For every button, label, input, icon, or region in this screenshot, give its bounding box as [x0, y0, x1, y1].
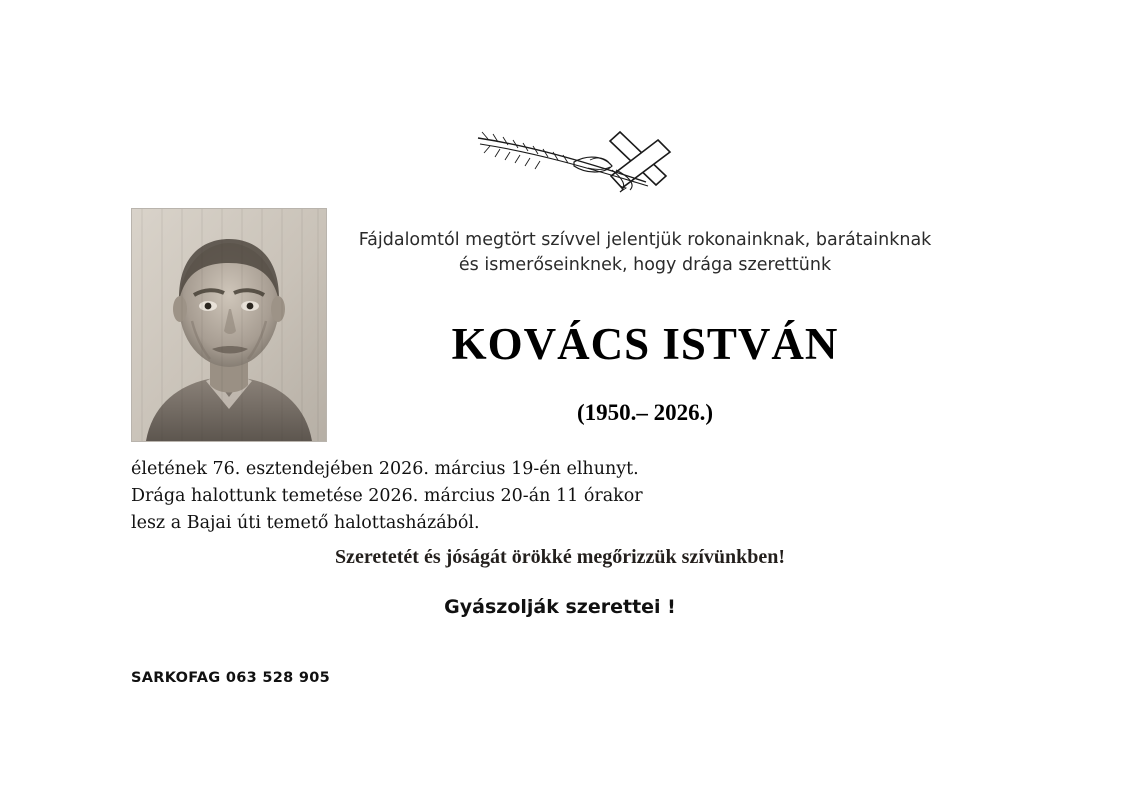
portrait-photo: [131, 208, 327, 442]
intro-text: [330, 228, 960, 279]
cross-with-palm-branch-icon: [470, 126, 700, 196]
deceased-name: KOVÁCS ISTVÁN: [451, 319, 839, 369]
details-line-1: életének 76. esztendejében 2026. március 19-én elhunyt.: [131, 459, 639, 479]
details-line-2: Drága halottunk temetése 2026. március 20-án 11 órakor: [131, 486, 643, 507]
mourners-line: Gyászolják szerettei !: [444, 596, 676, 618]
intro-line-2: és ismerőseinknek, hogy drága szerettünk: [458, 255, 832, 276]
footer-credit: SARKOFAG 063 528 905: [131, 670, 331, 686]
intro-line-1: Fájdalomtól megtört szívvel jelentjük rokonainknak, barátainknak: [358, 230, 932, 250]
funeral-details: [131, 456, 991, 537]
details-line-3: lesz a Bajai úti temető halottasházából.: [131, 513, 480, 534]
life-dates: (1950.– 2026.): [576, 400, 714, 425]
memory-line: Szeretetét és jóságát örökké megőrizzük szívünkben!: [334, 546, 786, 568]
